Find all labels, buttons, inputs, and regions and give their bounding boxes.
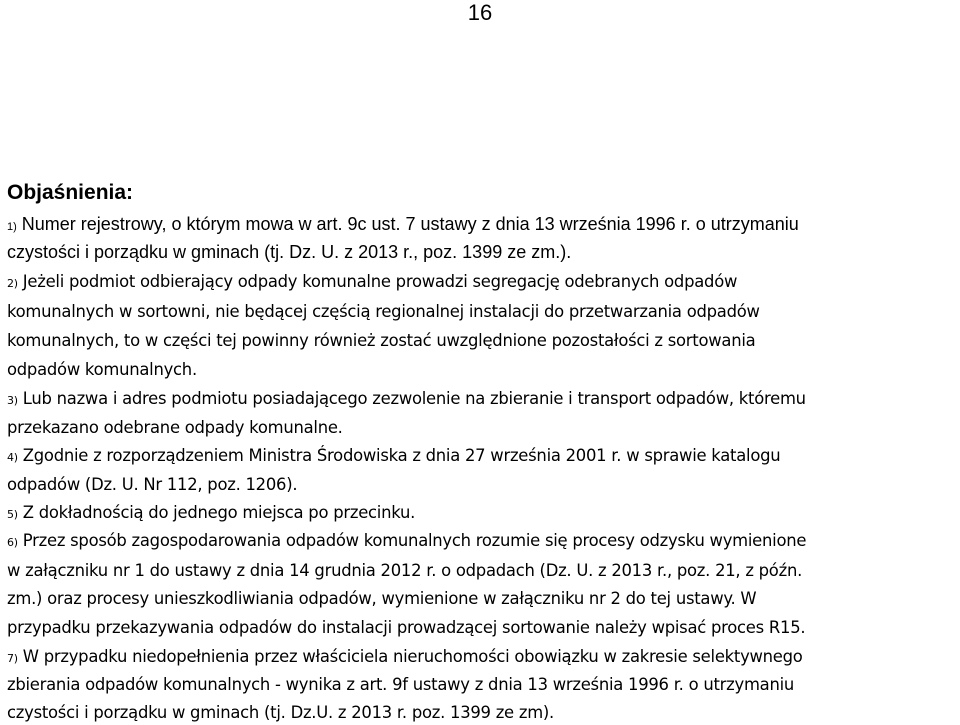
note-2-line-2: komunalnych w sortowni, nie będącej częścią regionalnej instalacji do przetwarzania odpadów [7,302,760,321]
note-1-line-1: 1) Numer rejestrowy, o którym mowa w art. 9c ust. 7 ustawy z dnia 13 września 1996 r. o utrzymaniu [7,214,799,234]
note-4-line-2: odpadów (Dz. U. Nr 112, poz. 1206). [7,475,298,494]
note-3-line-1: 3) Lub nazwa i adres podmiotu posiadającego zezwolenie na zbieranie i transport odpadów, któremu [7,389,806,408]
note-7-number: 7) [7,652,18,665]
note-5-number: 5) [7,508,18,521]
note-6-line-3: zm.) oraz procesy unieszkodliwiania odpadów, wymienione w załączniku nr 2 do tej ustawy. W [7,589,757,608]
note-6-line-4: przypadku przekazywania odpadów do instalacji prowadzącej sortowanie należy wpisać proces R15. [7,618,806,637]
note-4-line-1: 4) Zgodnie z rozporządzeniem Ministra Środowiska z dnia 27 września 2001 r. w sprawie katalogu [7,446,781,465]
note-1-number: 1) [7,221,17,233]
note-2-line-4: odpadów komunalnych. [7,360,197,379]
note-6-line-1: 6) Przez sposób zagospodarowania odpadów komunalnych rozumie się procesy odzysku wymienione [7,531,807,550]
note-6-line-2: w załączniku nr 1 do ustawy z dnia 14 grudnia 2012 r. o odpadach (Dz. U. z 2013 r., poz. 21, z późn. [7,561,803,580]
note-3-line-2: przekazano odebrane odpady komunalne. [7,418,343,437]
note-6-number: 6) [7,536,18,549]
note-4-number: 4) [7,451,18,464]
note-7-line-2: zbierania odpadów komunalnych - wynika z art. 9f ustawy z dnia 13 września 1996 r. o utrzymaniu [7,675,795,694]
page-number: 16 [467,0,493,25]
note-7-line-1: 7) W przypadku niedopełnienia przez właściciela nieruchomości obowiązku w zakresie selektywnego [7,647,803,666]
note-7-line-3: czystości i porządku w gminach (tj. Dz.U. z 2013 r. poz. 1399 ze zm). [7,703,555,722]
note-2-line-1: 2) Jeżeli podmiot odbierający odpady komunalne prowadzi segregację odebranych odpadów [7,272,738,291]
note-3-number: 3) [7,394,18,407]
note-2-number: 2) [7,277,18,290]
note-1-line-2: czystości i porządku w gminach (tj. Dz. U. z 2013 r., poz. 1399 ze zm.). [7,242,572,262]
note-2-line-3: komunalnych, to w części tej powinny również zostać uwzględnione pozostałości z sortowania [7,331,756,350]
explanations-heading: Objaśnienia: [7,181,134,204]
note-5-line-1: 5) Z dokładnością do jednego miejsca po przecinku. [7,503,416,522]
